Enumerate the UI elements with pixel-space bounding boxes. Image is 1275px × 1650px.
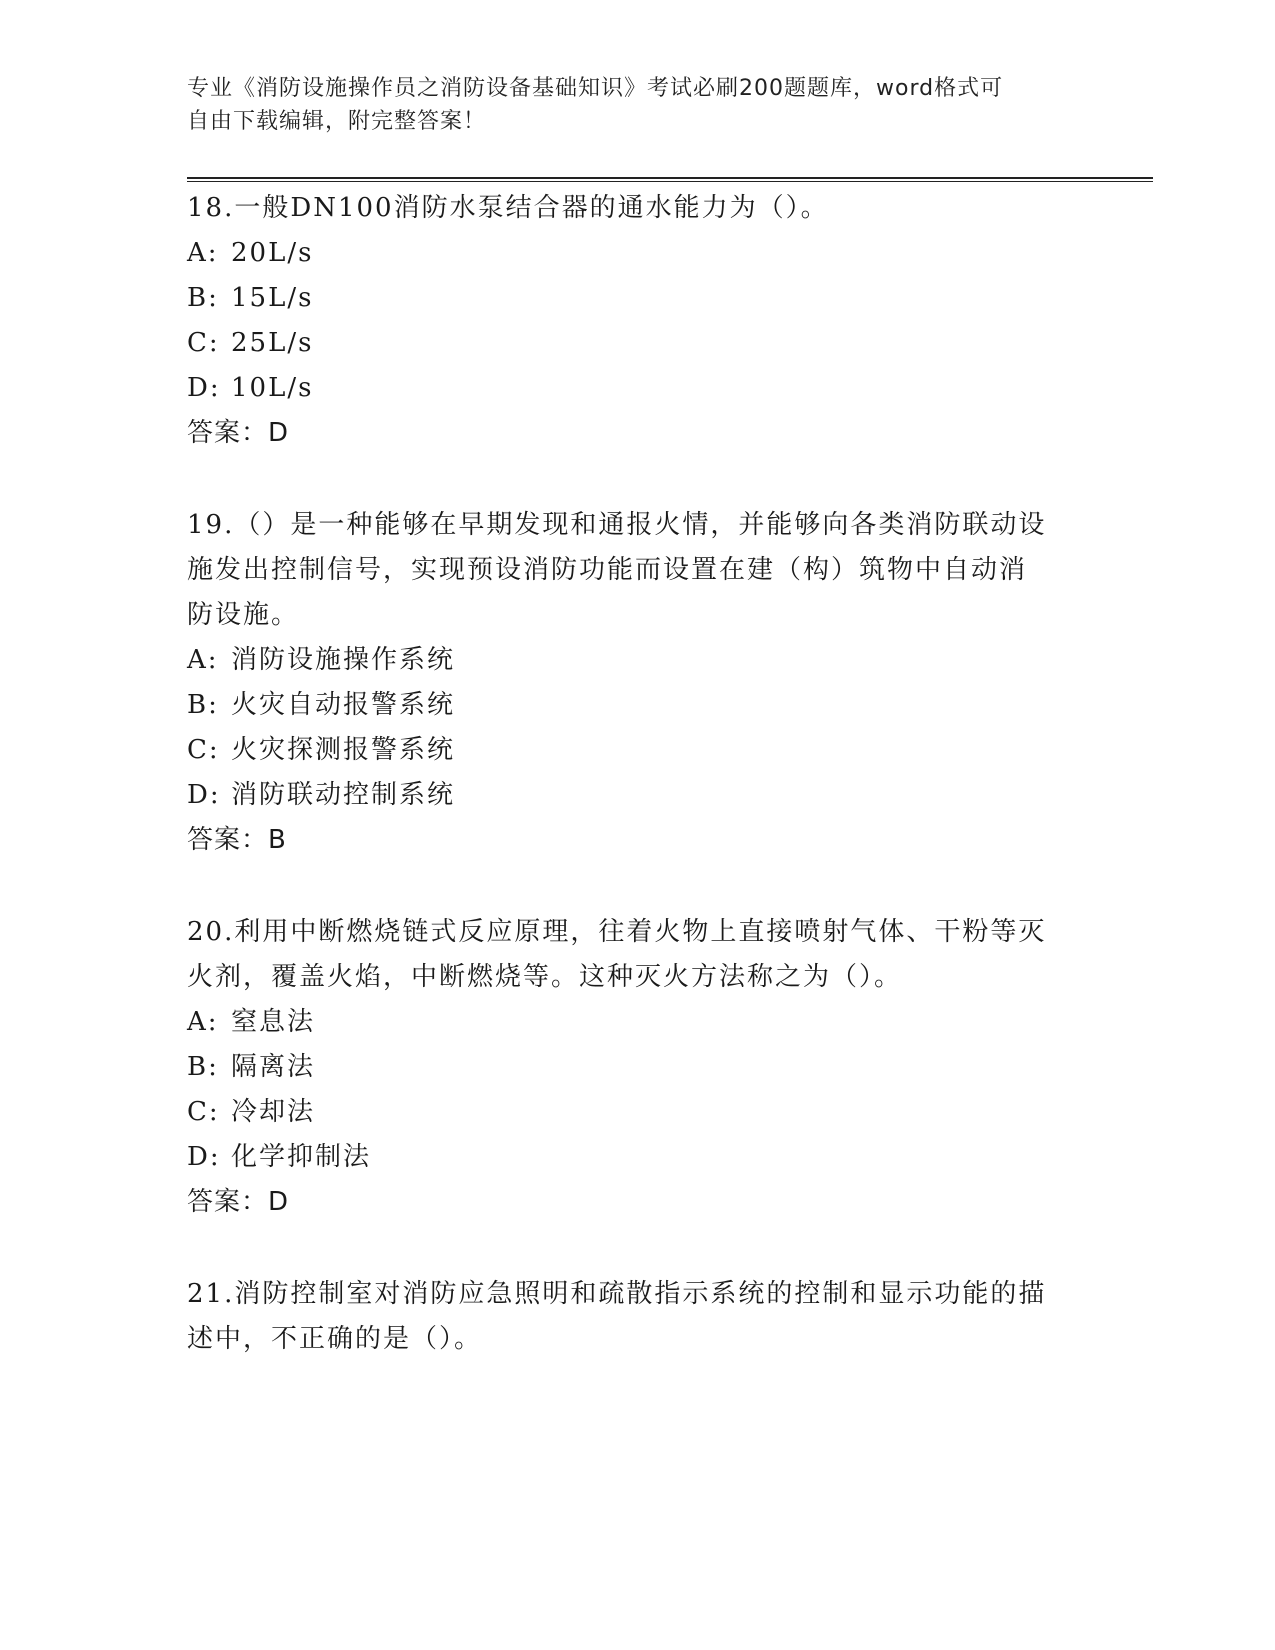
question-spacer xyxy=(187,1225,1087,1272)
header-line-2: 自由下载编辑，附完整答案！ xyxy=(187,109,487,134)
header-divider xyxy=(187,177,1153,182)
option-b xyxy=(187,276,1087,321)
option-text: 火灾探测报警系统 xyxy=(231,735,456,765)
option-key: D: xyxy=(187,373,221,403)
question-spacer xyxy=(187,863,1087,910)
question-text-line-1: 21.消防控制室对消防应急照明和疏散指示系统的控制和显示功能的描 xyxy=(187,1279,1047,1309)
answer: 答案：B xyxy=(187,825,287,855)
option-text: 25L/s xyxy=(231,328,314,358)
option-text: 冷却法 xyxy=(231,1097,316,1127)
question-text-line-2: 述中，不正确的是（）。 xyxy=(187,1324,483,1354)
option-key: D: xyxy=(187,1142,221,1172)
question-text-line-3: 防设施。 xyxy=(187,600,300,630)
option-key: C: xyxy=(187,1097,220,1127)
question-list xyxy=(187,186,1087,1362)
option-text: 火灾自动报警系统 xyxy=(231,690,456,720)
option-text: 15L/s xyxy=(231,283,314,313)
option-key: B: xyxy=(187,1052,219,1082)
option-a xyxy=(187,638,1087,683)
option-a xyxy=(187,231,1087,276)
option-text: 窒息法 xyxy=(231,1007,316,1037)
option-b xyxy=(187,683,1087,728)
option-d xyxy=(187,1135,1087,1180)
option-key: A: xyxy=(187,1007,219,1037)
option-a xyxy=(187,1000,1087,1045)
option-text: 消防联动控制系统 xyxy=(231,780,456,810)
question-text: 18.一般DN100消防水泵结合器的通水能力为（）。 xyxy=(187,193,829,223)
header-line-1: 专业《消防设施操作员之消防设备基础知识》考试必刷200题题库，word格式可 xyxy=(187,76,1004,101)
option-text: 10L/s xyxy=(231,373,314,403)
option-key: C: xyxy=(187,328,220,358)
option-c xyxy=(187,728,1087,773)
question-spacer xyxy=(187,456,1087,503)
question-21 xyxy=(187,1272,1087,1362)
question-text-line-1: 19.（）是一种能够在早期发现和通报火情，并能够向各类消防联动设 xyxy=(187,510,1047,540)
option-key: D: xyxy=(187,780,221,810)
option-c xyxy=(187,1090,1087,1135)
question-text-line-2: 施发出控制信号，实现预设消防功能而设置在建（构）筑物中自动消 xyxy=(187,555,1028,585)
option-d xyxy=(187,773,1087,818)
option-text: 化学抑制法 xyxy=(231,1142,372,1172)
option-key: B: xyxy=(187,690,219,720)
option-text: 隔离法 xyxy=(231,1052,316,1082)
answer: 答案：D xyxy=(187,418,290,448)
question-19 xyxy=(187,503,1087,863)
option-key: A: xyxy=(187,238,219,268)
option-text: 20L/s xyxy=(231,238,314,268)
option-key: B: xyxy=(187,283,219,313)
question-18 xyxy=(187,186,1087,456)
question-text-line-2: 火剂，覆盖火焰，中断燃烧等。这种灭火方法称之为（）。 xyxy=(187,962,903,992)
question-20 xyxy=(187,910,1087,1225)
option-b xyxy=(187,1045,1087,1090)
option-key: C: xyxy=(187,735,220,765)
document-header xyxy=(187,72,1067,138)
option-key: A: xyxy=(187,645,219,675)
question-text-line-1: 20.利用中断燃烧链式反应原理，往着火物上直接喷射气体、干粉等灭 xyxy=(187,917,1047,947)
option-d xyxy=(187,366,1087,411)
option-text: 消防设施操作系统 xyxy=(231,645,456,675)
option-c xyxy=(187,321,1087,366)
answer: 答案：D xyxy=(187,1187,290,1217)
